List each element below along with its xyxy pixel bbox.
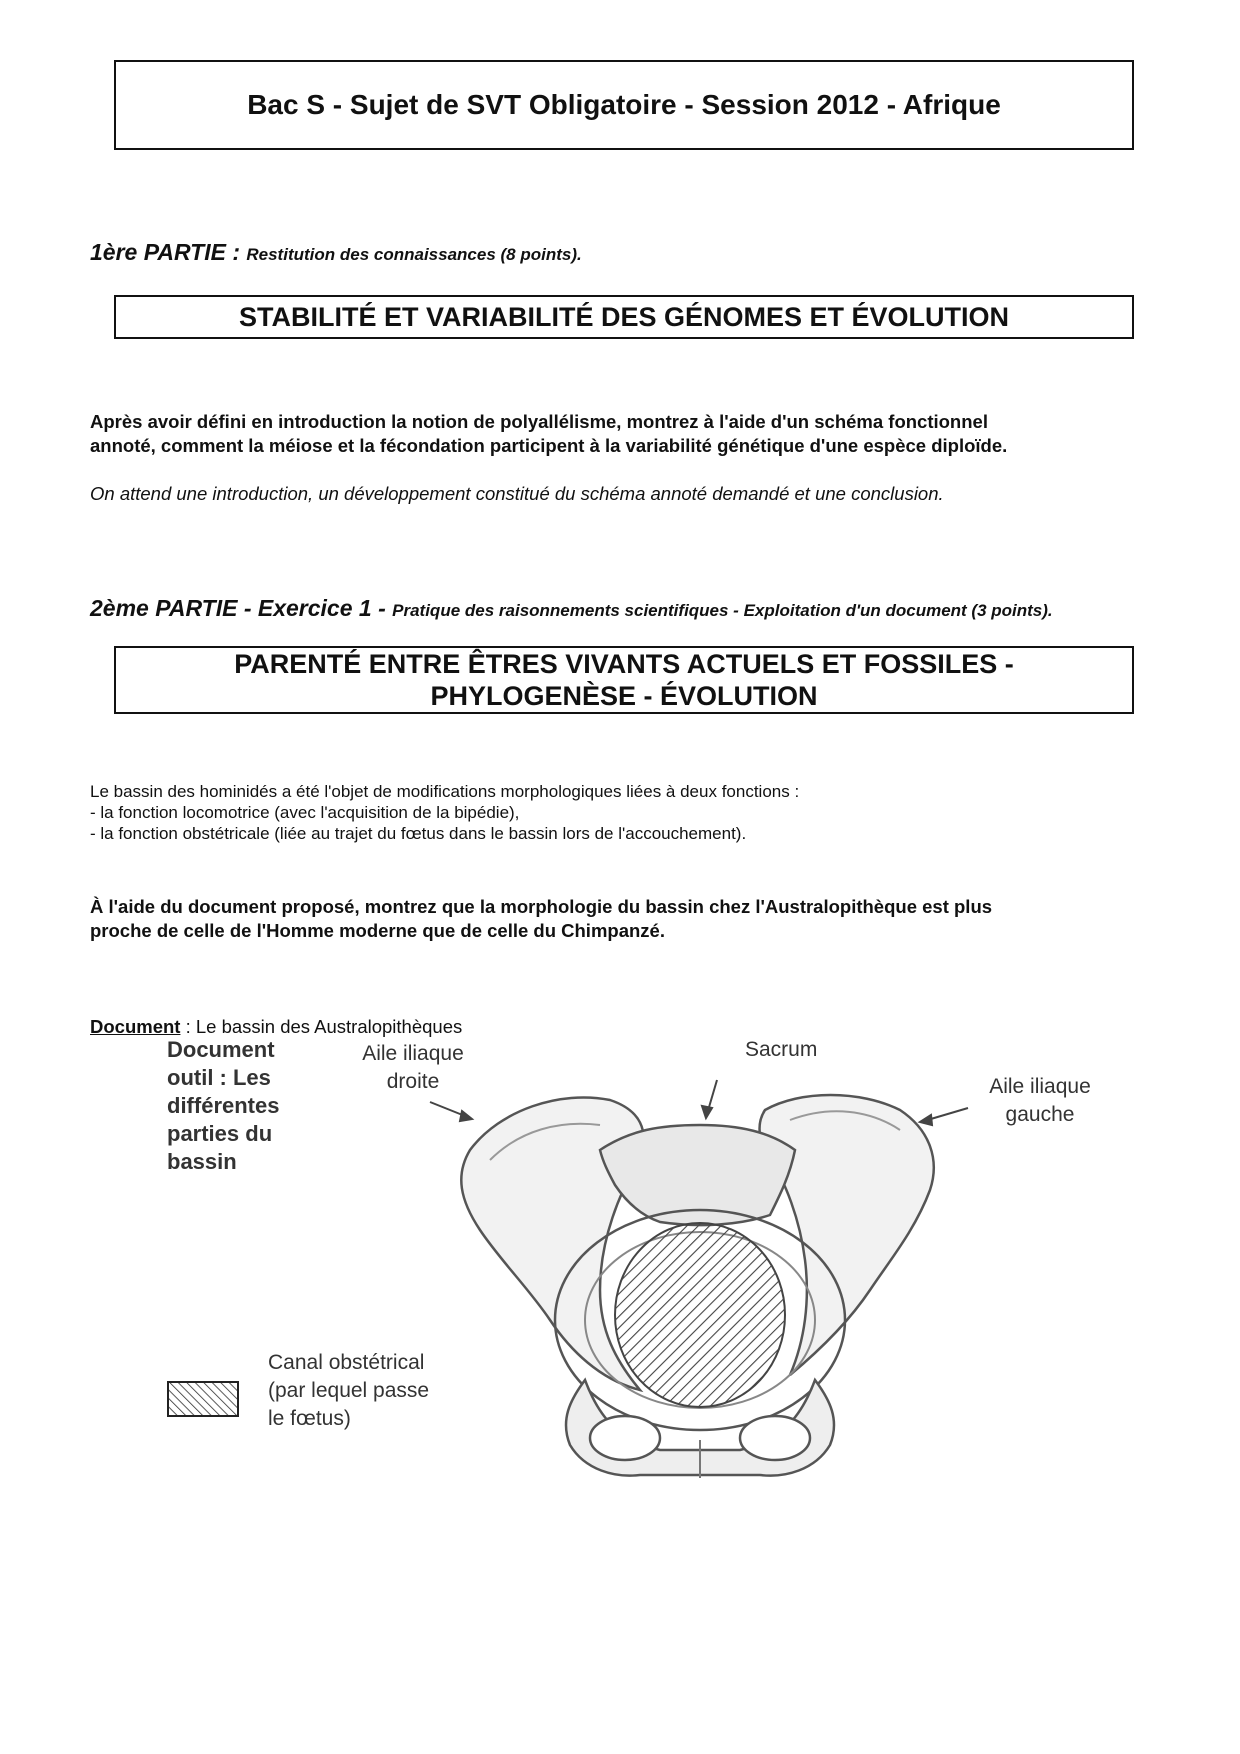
document-caption: Document : Le bassin des Australopithèques (90, 1016, 463, 1037)
label-right-iliac-wing: Aile iliaque droite (362, 1042, 464, 1093)
legend-canal-label: Canal obstétrical (par lequel passe le fœtus) (268, 1351, 430, 1430)
header-title: Bac S - Sujet de SVT Obligatoire - Session 2012 - Afrique (247, 89, 1001, 120)
right-obturator-foramen (590, 1416, 660, 1460)
label-left-iliac-wing: Aile iliaque gauche (989, 1075, 1091, 1126)
part2-question: À l'aide du document proposé, montrez que la morphologie du bassin chez l'Australopithèque est plus proche de celle de l'Homme moderne que de celle du Chimpanzé. (90, 896, 993, 941)
tool-document-label: Document outil : Les différentes parties du bassin (167, 1037, 280, 1174)
part1-instruction: On attend une introduction, un développement constitué du schéma annoté demandé et une conclusion. (90, 483, 944, 504)
label-sacrum: Sacrum (745, 1038, 818, 1061)
part1-banner: STABILITÉ ET VARIABILITÉ DES GÉNOMES ET ÉVOLUTION (114, 295, 1134, 339)
left-iliac-wing (760, 1095, 934, 1375)
obstetric-canal (615, 1223, 785, 1407)
part2-heading: 2ème PARTIE - Exercice 1 - Pratique des raisonnements scientifiques - Exploitation d'un document (3 points). (90, 595, 1053, 621)
part1-question: Après avoir défini en introduction la notion de polyallélisme, montrez à l'aide d'un schéma fonctionnel annoté, comment la méiose et la fécondation participent à la variabilité génétique d'une espèce diploïde. (90, 411, 1008, 456)
legend-hatch-swatch (168, 1382, 238, 1416)
left-obturator-foramen (740, 1416, 810, 1460)
part2-intro: Le bassin des hominidés a été l'objet de modifications morphologiques liées à deux fonctions : - la fonction locomotrice (avec l'acquisition de la bipédie), - la fonction obstétricale (liée au trajet du fœtus dans le bassin lors de l'accouchement). (90, 782, 800, 843)
part1-heading: 1ère PARTIE : Restitution des connaissances (8 points). (90, 239, 582, 265)
part2-banner: PARENTÉ ENTRE ÊTRES VIVANTS ACTUELS ET FOSSILES - PHYLOGENÈSE - ÉVOLUTION (114, 646, 1134, 714)
